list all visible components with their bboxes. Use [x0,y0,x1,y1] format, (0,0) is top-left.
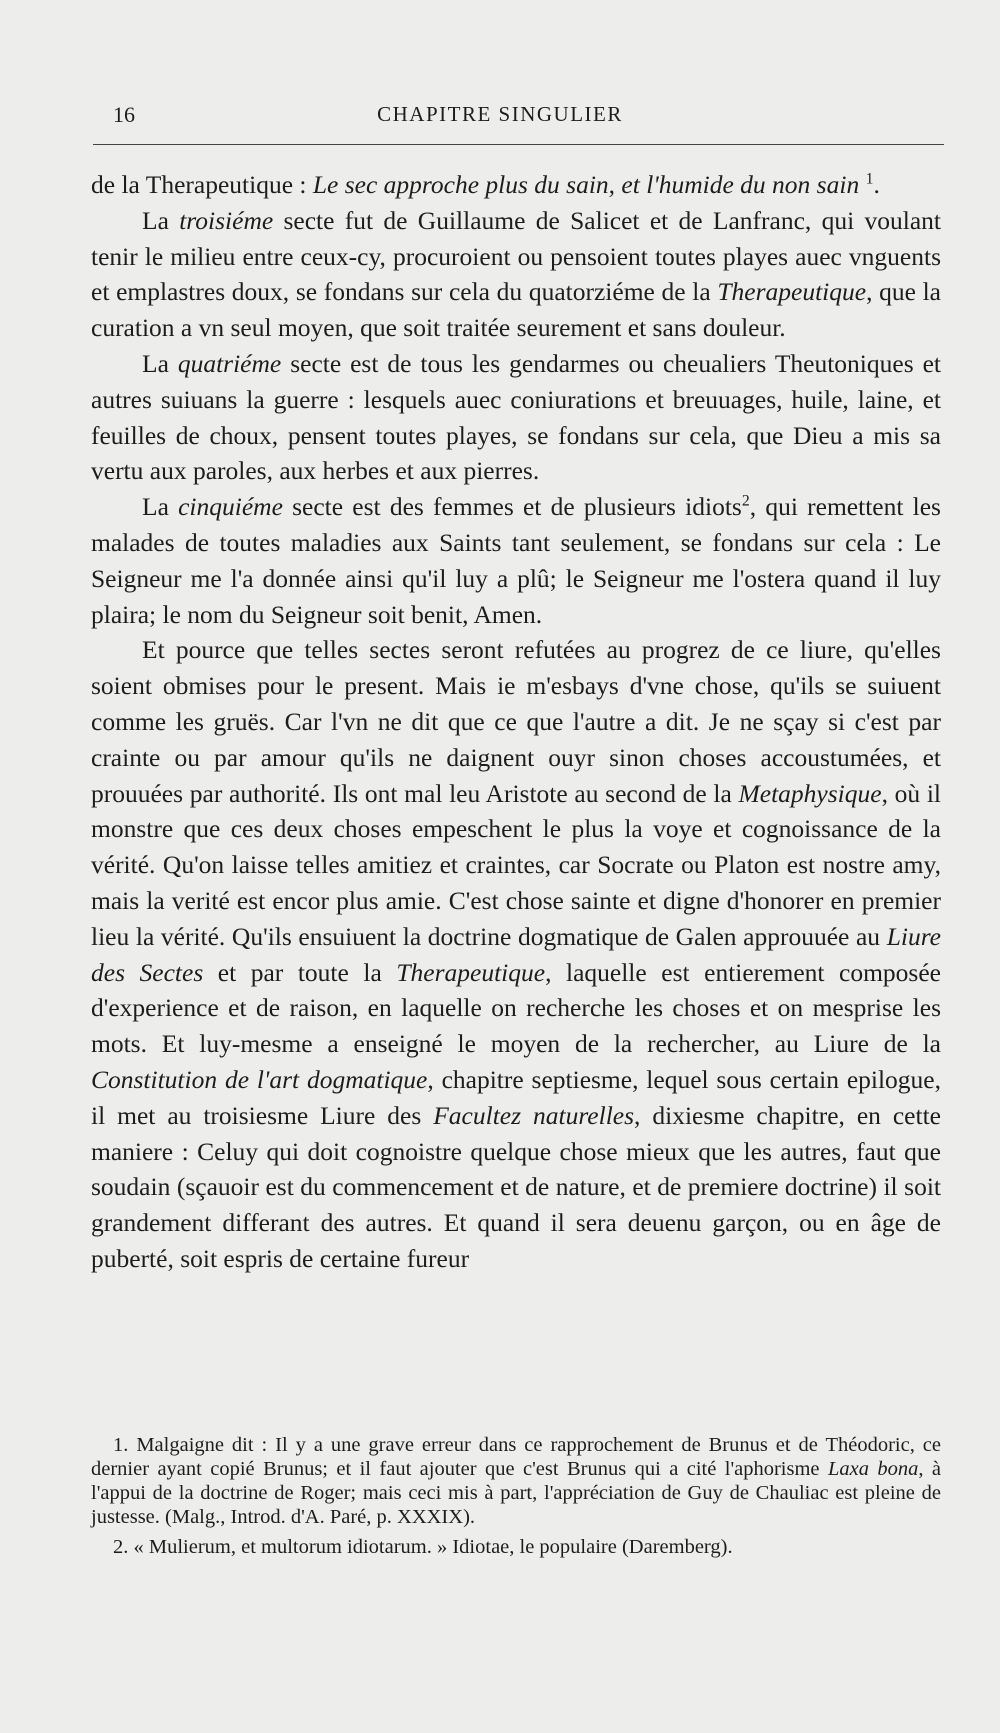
text-run: secte est de tous les gendarmes ou cheualiers Theutoniques et autres suiuans la guerre : lesquels auec coniurations et breuuages, huile, laine, et feuilles de choux, pensent toutes playes, se fondans sur cela, que Dieu a mis sa vertu aux paroles, aux herbes et aux pierres. [91,348,941,486]
text-run: de la Therapeutique : [91,170,313,199]
italic-text: Metaphysique [738,778,882,808]
footnote [91,1433,941,1529]
text-run: , chapitre septiesme, lequel sous certain epilogue, il met au troisiesme Liure des [91,1064,941,1130]
italic-text: Constitution de l'art dogmatique [91,1064,428,1094]
italic-text: cinquiéme [178,492,283,522]
italic-text: Le sec approche plus du sain, et l'humide du non sain [312,170,860,199]
text-run: Et pource que telles sectes seront refutées au progrez de ce liure, qu'elles soient obmises pour le present. Mais ie m'esbays d'vne chose, qu'ils se suiuent comme les gruës. Car l'vn ne dit que ce que l'autre a dit. Je ne sçay si c'est par crainte ou par amour qu'ils ne daignent ouyr sinon choses accoustumées, et prouuées par authorité. Ils ont mal leu Aristote au second de la [91,635,941,808]
paragraph [91,489,941,632]
italic-text: Facultez naturelles [433,1100,635,1130]
running-title: CHAPITRE SINGULIER [377,102,623,126]
footnote-marker: 2 [741,492,750,510]
paragraph [91,632,941,1276]
footnote [91,1535,941,1559]
footnote-marker: 1 [865,170,874,188]
text-run: , que la curation a vn seul moyen, que soit traitée seurement et sans douleur. [91,277,941,343]
text-run: , qui remettent les malades de toutes maladies aux Saints tant seulement, se fondans sur cela : Le Seigneur me l'a donnée ainsi qu'il luy a plû; le Seigneur me l'ostera quand il luy plaira; le nom du Seigneur soit benit, Amen. [91,492,941,629]
italic-text: Liure des Sectes [91,921,941,987]
italic-text: Therapeutique [396,957,546,987]
paragraph [91,346,941,489]
text-run: , où il monstre que ces deux choses empeschent le plus la voye et cognoissance de la vérité. Qu'on laisse telles amitiez et craintes, car Socrate ou Platon est nostre amy, mais la verité est encor plus amie. C'est chose sainte et digne d'honorer en premier lieu la vérité. Qu'ils ensuiuent la doctrine dogmatique de Galen approuuée au [91,778,941,951]
text-run: , à l'appui de la doctrine de Roger; mais ceci mis à part, l'appréciation de Guy de Chauliac est pleine de justesse. (Malg., Introd. d'A. Paré, p. XXXIX). [91,1458,941,1528]
body-text [91,167,941,1277]
paragraph [91,167,941,203]
italic-text: Laxa bona [827,1458,919,1480]
page-number: 16 [113,102,135,127]
italic-text: troisiéme [179,205,274,235]
text-run: , dixiesme chapitre, en cette maniere : Celuy qui doit cognoistre quelque chose mieux que les autres, faut que soudain (sçauoir est du commencement et de nature, et de premiere doctrine) il soit grandement differant des autres. Et quand il sera deuenu garçon, ou en âge de puberté, soit espris de certaine fureur [91,1100,941,1273]
text-run: et par toute la [203,957,397,987]
text-run: secte fut de Guillaume de Salicet et de Lanfranc, qui voulant tenir le milieu entre ceux-cy, procuroient ou pensoient toutes playes auec vnguents et emplastres doux, se fondans sur cela du quatorziéme de la [91,205,941,307]
italic-text: quatriéme [177,348,282,378]
text-run: La [142,205,180,235]
text-run: 1. Malgaigne dit : Il y a une grave erreur dans ce rapprochement de Brunus et de Théodoric, ce dernier ayant copié Brunus; et il faut ajouter que c'est Brunus qui a cité l'aphorisme [91,1434,941,1480]
text-run: La [142,348,178,378]
text-run: secte est des femmes et de plusieurs idiots [282,492,742,522]
paragraph [91,203,941,346]
text-run: 2. « Mulierum, et multorum idiotarum. » Idiotae, le populaire (Daremberg). [113,1536,733,1558]
text-run: , laquelle est entierement composée d'experience et de raison, en laquelle on recherche les choses et on mesprise les mots. Et luy-mesme a enseigné le moyen de la rechercher, au Liure de la [91,957,941,1059]
footnotes [91,1433,941,1565]
text-run: . [873,170,880,199]
italic-text: Therapeutique [717,277,867,307]
text-run: La [142,492,179,522]
header-rule [93,144,944,145]
